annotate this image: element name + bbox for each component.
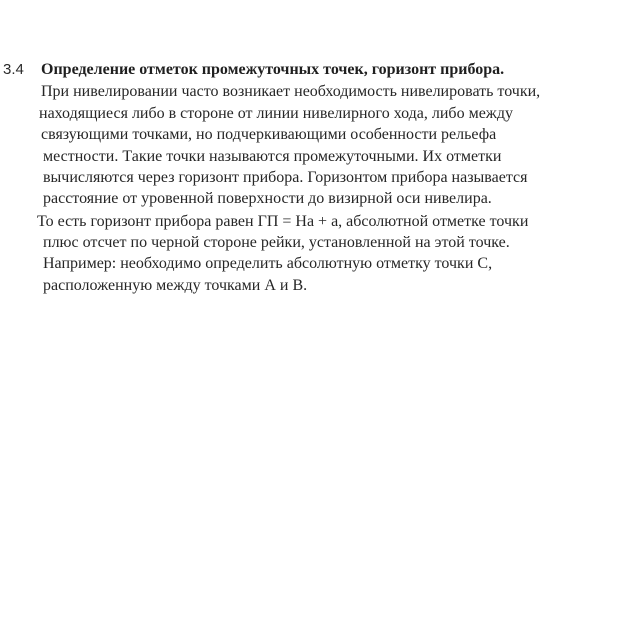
paragraph-line: находящиеся либо в стороне от линии нивелирного хода, либо между: [39, 105, 513, 122]
paragraph-line: связующими точками, но подчеркивающими особенности рельефа: [41, 126, 497, 143]
section-number: 3.4: [3, 61, 24, 78]
paragraph-line: То есть горизонт прибора равен ГП = На + а, абсолютной отметке точки: [37, 213, 529, 230]
paragraph-line: Например: необходимо определить абсолютную отметку точки С,: [43, 255, 493, 272]
paragraph-line: При нивелировании часто возникает необходимость нивелировать точки,: [41, 83, 541, 100]
paragraph-line: плюс отсчет по черной стороне рейки, установленной на этой точке.: [43, 234, 510, 251]
paragraph-line: расстояние от уровенной поверхности до визирной оси нивелира.: [43, 190, 492, 207]
paragraph-line: местности. Такие точки называются промежуточными. Их отметки: [43, 148, 502, 165]
section-heading: Определение отметок промежуточных точек, горизонт прибора.: [41, 61, 505, 78]
paragraph-line: расположенную между точками А и В.: [43, 277, 308, 294]
paragraph-line: вычисляются через горизонт прибора. Горизонтом прибора называется: [43, 169, 528, 186]
